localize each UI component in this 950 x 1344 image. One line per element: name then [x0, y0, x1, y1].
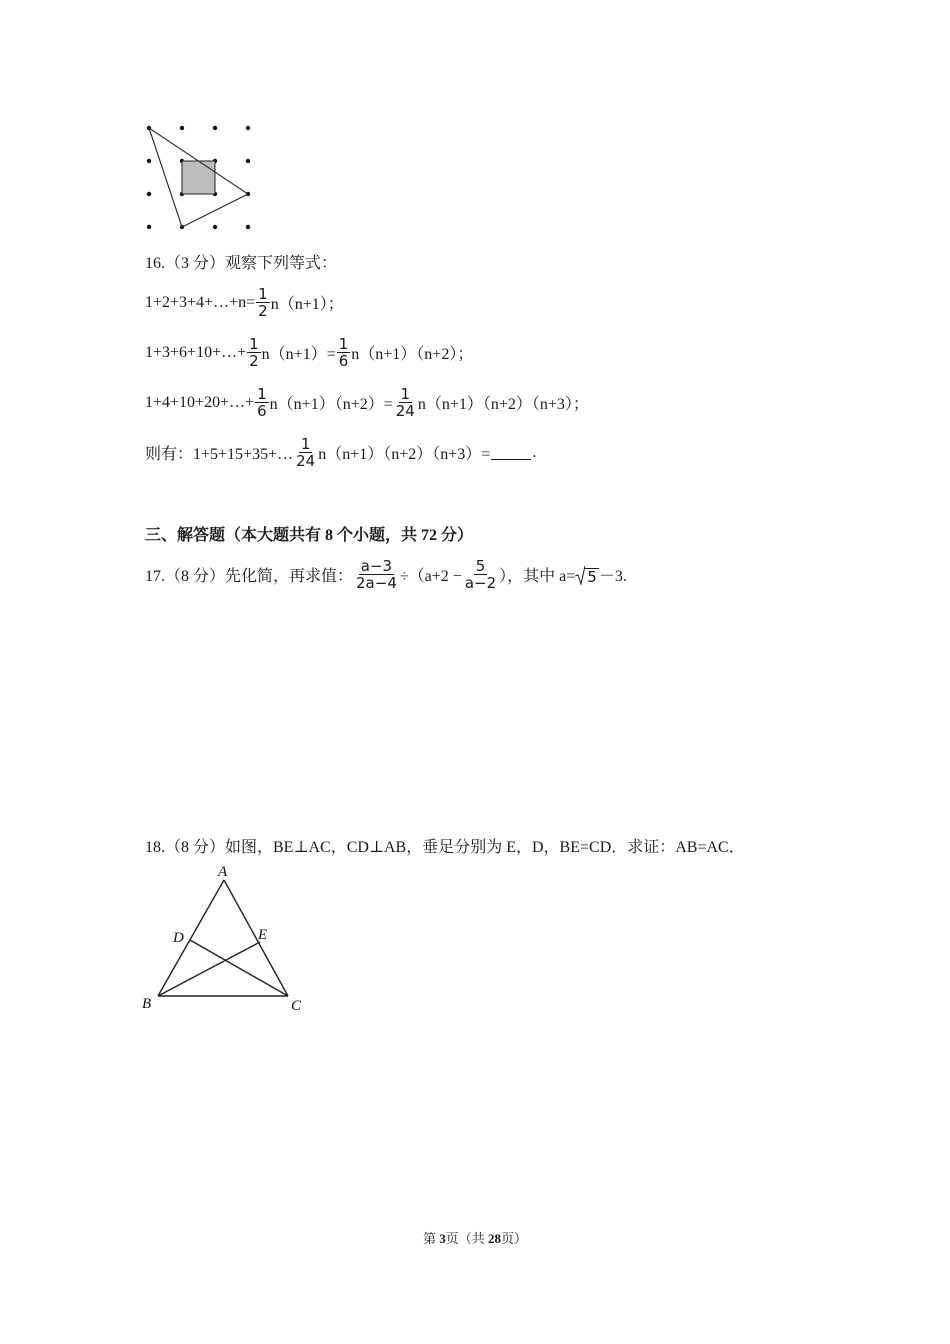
q17: 17.（8 分）先化简，再求值： $\frac{a-3}{2a-4}$ ÷（a+2 − $\frac{5}{a-2}$ ），其中 a= 5 －3. — [145, 557, 627, 592]
q16-eq1: 1+2+3+4+…+n= $\frac{1}{2}$ n（n+1）； — [145, 285, 344, 320]
side-ac — [224, 880, 288, 996]
dot-grid-figure — [140, 120, 260, 235]
q16-eq3: 1+4+10+20+…+ $\frac{1}{6}$ n（n+1）（n+2）= $\frac{1}{24}$ n（n+1）（n+2）（n+3）； — [145, 385, 589, 420]
label-b: B — [142, 996, 152, 1012]
fraction: $\frac{a-3}{2a-4}$ — [356, 557, 397, 592]
fraction: $\frac{1}{6}$ — [257, 385, 267, 420]
radical-sign-icon — [575, 565, 585, 585]
q16-eq4: 则有：1+5+15+35+… $\frac{1}{24}$ n（n+1）（n+2）（n+3）= . — [145, 435, 537, 470]
total-pages: 28 — [488, 1231, 501, 1246]
fraction: $\frac{1}{24}$ — [296, 435, 316, 470]
fraction: $\frac{1}{2}$ — [249, 335, 259, 370]
fraction: $\frac{5}{a-2}$ — [464, 557, 497, 592]
fraction: $\frac{1}{2}$ — [258, 285, 268, 320]
label-c: C — [291, 998, 302, 1014]
q16-prompt: 16.（3 分）观察下列等式： — [145, 255, 338, 272]
label-e: E — [258, 927, 268, 943]
answer-blank — [491, 445, 531, 460]
label-a: A — [218, 864, 228, 880]
label-d: D — [173, 930, 184, 946]
page-footer: 第 3页（共 28页） — [422, 1231, 528, 1246]
square-root: 5 — [575, 565, 599, 585]
q18: 18.（8 分）如图，BE⊥AC，CD⊥AB，垂足分别为 E，D，BE=CD．求证：AB=AC． — [145, 839, 745, 856]
section-title: 三、解答题（本大题共有 8 个小题，共 72 分） — [145, 527, 474, 544]
page-number: 3 — [439, 1231, 446, 1246]
shaded-square — [182, 161, 215, 194]
fraction: $\frac{1}{24}$ — [395, 385, 415, 420]
q16-eq2: 1+3+6+10+…+ $\frac{1}{2}$ n（n+1）= $\frac{1}{6}$ n（n+1）（n+2）； — [145, 335, 474, 370]
fraction: $\frac{1}{6}$ — [338, 335, 349, 370]
triangle-abc-figure — [138, 862, 318, 1014]
